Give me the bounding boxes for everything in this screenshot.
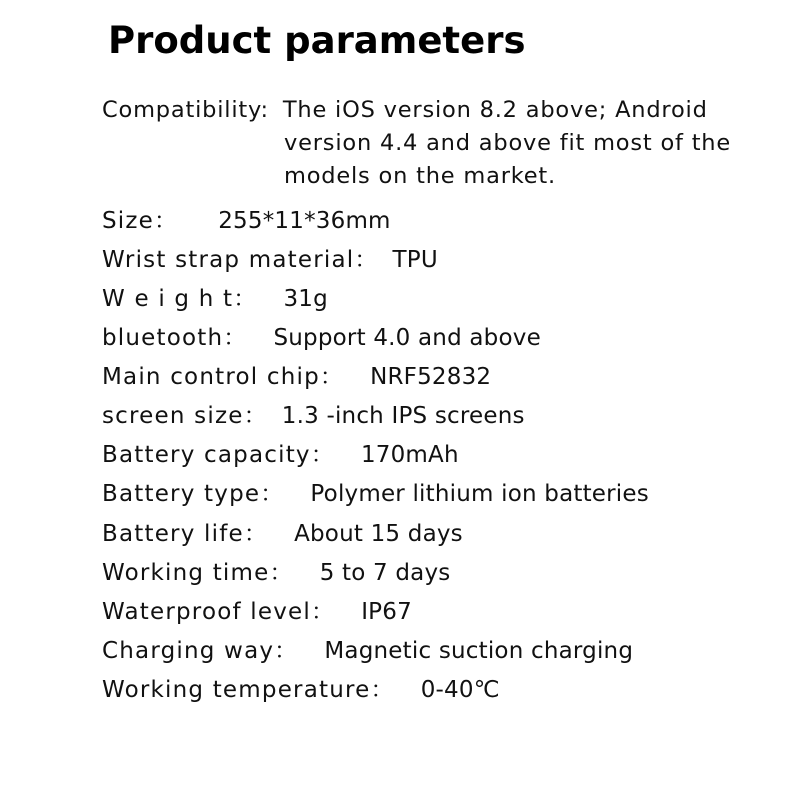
spec-label: Working time： xyxy=(102,559,294,586)
compatibility-line1: The iOS version 8.2 above; Android xyxy=(282,97,708,124)
spec-label: Wrist strap material： xyxy=(102,247,379,274)
spec-row-screen-size xyxy=(102,401,762,432)
spec-row-bluetooth xyxy=(102,323,762,354)
spec-row-waterproof-level xyxy=(102,597,762,628)
spec-value: Polymer lithium ion batteries xyxy=(310,481,649,508)
spec-label: screen size： xyxy=(102,403,268,430)
spec-value: 5 to 7 days xyxy=(319,559,451,586)
spec-row-working-time xyxy=(102,558,762,589)
spec-list xyxy=(102,94,762,705)
page-title: Product parameters xyxy=(108,19,526,62)
spec-label: Battery life： xyxy=(102,520,269,547)
spec-label: Waterproof level： xyxy=(102,598,336,625)
spec-label: Battery capacity： xyxy=(102,442,335,469)
spec-value: IP67 xyxy=(361,598,412,625)
spec-label: bluetooth： xyxy=(102,325,248,352)
spec-value: About 15 days xyxy=(294,520,463,547)
compatibility-line2: version 4.4 and above fit most of the xyxy=(284,129,732,156)
spec-label: Battery type： xyxy=(102,481,285,508)
spec-value: NRF52832 xyxy=(370,364,492,391)
spec-label: Working temperature： xyxy=(102,676,395,703)
spec-row-weight xyxy=(102,284,762,315)
spec-row-main-control-chip xyxy=(102,362,762,393)
compatibility-label: Compatibility: xyxy=(102,97,269,124)
spec-row-wrist-strap-material xyxy=(102,245,762,276)
spec-value: 255*11*36mm xyxy=(218,208,391,235)
spec-value: TPU xyxy=(392,247,438,274)
spec-value: 170mAh xyxy=(360,442,459,469)
spec-label: Charging way： xyxy=(102,637,299,664)
spec-row-battery-life xyxy=(102,519,762,550)
spec-value: 0-40℃ xyxy=(420,676,500,703)
spec-value: 31g xyxy=(283,286,328,313)
spec-value: Support 4.0 and above xyxy=(273,325,541,352)
spec-label: W e i g h t： xyxy=(102,286,258,313)
spec-label: Size： xyxy=(102,208,179,235)
spec-row-size xyxy=(102,206,762,237)
spec-row-battery-type xyxy=(102,479,762,510)
spec-value: 1.3 -inch IPS screens xyxy=(281,403,525,430)
spec-row-charging-way xyxy=(102,636,762,667)
spec-label: Main control chip： xyxy=(102,364,345,391)
compatibility-line3: models on the market. xyxy=(284,162,556,189)
spec-row-working-temperature xyxy=(102,675,762,706)
spec-value: Magnetic suction charging xyxy=(324,637,634,664)
spec-row-compatibility xyxy=(102,94,762,192)
spec-row-battery-capacity xyxy=(102,440,762,471)
